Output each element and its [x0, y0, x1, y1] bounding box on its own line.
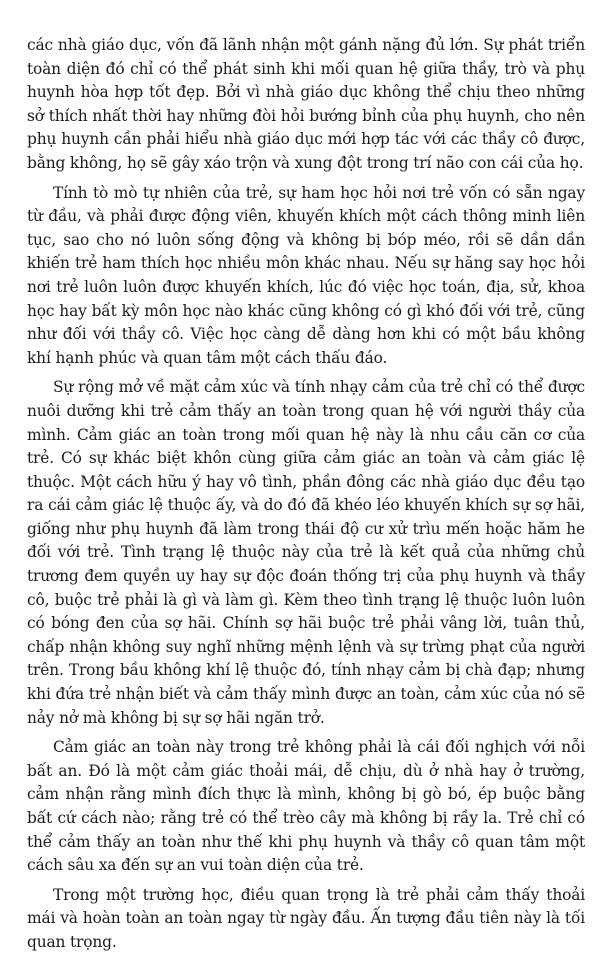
document-page	[27, 34, 585, 961]
paragraph-curiosity: Tính tò mò tự nhiên của trẻ, sự ham học hỏi nơi trẻ vốn có sẵn ngay từ đầu, và phải được động viên, khuyến khích một cách thông minh liên tục, sao cho nó luôn sống động và không bị bóp méo, rồi sẽ dần dần khiến trẻ ham thích học nhiều môn khác nhau. Nếu sự hăng say học hỏi nơi trẻ luôn luôn được khuyến khích, lúc đó việc học toán, địa, sử, khoa học hay bất kỳ môn học nào khác cũng không có gì khó đối với trẻ, cũng như đối với thầy cô. Việc học càng dễ dàng hơn khi có một bầu không khí hạnh phúc và quan tâm một cách thấu đáo.	[27, 183, 585, 367]
paragraph-emotional-security: Sự rộng mở về mặt cảm xúc và tính nhạy cảm của trẻ chỉ có thể được nuôi dưỡng khi trẻ cảm thấy an toàn trong quan hệ với người thầy của mình. Cảm giác an toàn trong mối quan hệ này là nhu cầu căn cơ của trẻ. Có sự khác biệt khôn cùng giữa cảm giác an toàn và cảm giác lệ thuộc. Một cách hữu ý hay vô tình, phần đông các nhà giáo dục đều tạo ra cái cảm giác lệ thuộc ấy, và do đó đã khéo léo khuyến khích sự sợ hãi, giống như phụ huynh đã làm trong thái độ cư xử trìu mến hoặc hăm he đối với trẻ. Tình trạng lệ thuộc này của trẻ là kết quả của những chủ trương đem quyền uy hay sự độc đoán thống trị của phụ huynh và thầy cô, buộc trẻ phải là gì và làm gì. Kèm theo tình trạng lệ thuộc luôn luôn có bóng đen của sợ hãi. Chính sợ hãi buộc trẻ phải vâng lời, tuân thủ, chấp nhận không suy nghĩ những mệnh lệnh và sự trừng phạt của người trên. Trong bầu không khí lệ thuộc đó, tính nhạy cảm bị chà đạp; nhưng khi đứa trẻ nhận biết và cảm thấy mình được an toàn, cảm xúc của nó sẽ nảy nở mà không bị sự sợ hãi ngăn trở.	[27, 378, 585, 727]
paragraph-continuation: các nhà giáo dục, vốn đã lãnh nhận một gánh nặng đủ lớn. Sự phát triển toàn diện đó chỉ có thể phát sinh khi mối quan hệ giữa thầy, trò và phụ huynh hòa hợp tốt đẹp. Bởi vì nhà giáo dục không thể chịu theo những sở thích nhất thời hay những đòi hỏi bướng bỉnh của phụ huynh, cho nên phụ huynh cần phải hiểu nhà giáo dục mới hợp tác với các thầy cô được, bằng không, họ sẽ gây xáo trộn và xung đột trong trí não con cái của họ.	[27, 36, 585, 172]
paragraph-sense-of-safety: Cảm giác an toàn này trong trẻ không phải là cái đối nghịch với nỗi bất an. Đó là một cảm giác thoải mái, dễ chịu, dù ở nhà hay ở trường, cảm nhận rằng mình đích thực là mình, không bị gò bó, ép buộc bằng bất cứ cách nào; rằng trẻ có thể trèo cây mà không bị rầy la. Trẻ chỉ có thể cảm thấy an toàn như thế khi phụ huynh và thầy cô quan tâm một cách sâu xa đến sự an vui toàn diện của trẻ.	[27, 738, 585, 875]
paragraph-school-first-day: Trong một trường học, điều quan trọng là trẻ phải cảm thấy thoải mái và hoàn toàn an toàn ngay từ ngày đầu. Ấn tượng đầu tiên này là tối quan trọng.	[27, 885, 585, 951]
